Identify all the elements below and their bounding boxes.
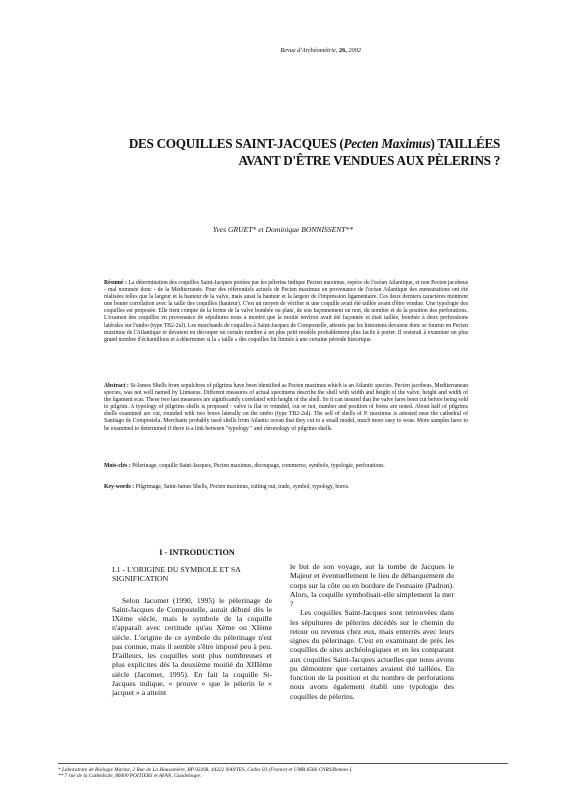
footnote-1: * Laboratoire de Biologie Marine, 2 Rue de La Houssinière, BP 92208, 44322 NANTES, Cedex 03 (France) et UMR 6566 CNRS/Rennes I.: [58, 767, 353, 773]
keywords-label: Key-words :: [104, 484, 135, 490]
abstract-text: St-James Shells from sepulchres of pilgrims have been identified as Pecten maximus which is an Atlantic species. Pecten jacobeus, Mediterranean species, was not well named by Linnaeus. Different measures of actual specimens describe the shell with width and height of the valve, height and width of the ligament scar. These two last measures are significantly correlated with height of the shell. So it can insured that the valve have been cut before being sold to pilgrim. A typology of pilgrims shells is proposed : valve is flat or rounded, cut or not, number and position of bores are noted. About half of pilgrims shells examined are cut, rounded with two bores laterally on the umbo (type TB2-2ul). The sell of shells of P. maximus is attested near the cathedral of Santiago de Compostela. Merchants probably used shells from Atlantic ocean that they cut to a small model, much more easy to wear. More samples have to be examined to determined if there is a link between "typology " and chronology of pilgrims shells.: [104, 383, 469, 432]
footnote-divider: [58, 763, 508, 764]
motscles-label: Mots-clés :: [104, 463, 131, 469]
footnotes: [58, 767, 518, 780]
abstract-label: Abstract :: [104, 383, 129, 389]
journal-header: [280, 47, 361, 54]
motscles-block: [104, 463, 468, 470]
resume-text: La détermination des coquilles Saint-Jacques portées par les pèlerins indique Pecten maximus, espèce de l'océan Atlantique, et non Pecten jacobeus - mal nommée donc - de la Méditerranée. Pour des référentiels actuels de Pecten maximus en provenance de l'océan Atlantique des mensurations ont été réalisées telles que la largeur et la hauteur de la valve, mais aussi la hauteur et la largeur de l'impression ligamentaire. Ces deux derniers caractères montrent une bonne corrélation avec la taille des coquilles (hauteur). C'est un moyen de vérifier si une coquille avait été taillée avant d'être vendue. Une typologie des coquilles est proposée. Elle tient compte de la forme de la valve bombée ou plate, de son façonnement ou non, du nombre et de la position des perforations. L'examen des coquilles en provenance de sépultures nous a montré que la moitié environ avait été façonnée et était taillée, bombée à deux perforations latérales sur l'umbo (type TB2-2ul). Les marchands de coquilles à Saint-Jacques de Compostelle, attestés par les historiens devaient donc se fournir en Pecten maximus de l'Atlantique et devaient en découper un certain nombre à un plus petit modèle probablement plus facile à porter. Il resterait à examiner un plus grand nombre d'échantillons et à déterminer si la « taille » des coquilles fut limitée à une certaine période historique.: [104, 280, 468, 343]
article-title: [60, 135, 500, 169]
subsection-title: I.1 - L'ORIGINE DU SYMBOLE ET SA SIGNIFICATION: [112, 565, 241, 584]
section-title: I - INTRODUCTION: [159, 548, 235, 557]
journal-name: Revue d'Archéométrie,: [280, 47, 338, 54]
right-paragraph-2: Les coquilles Saint-Jacques sont retrouvées dans les sépultures de pèlerins décédés sur le chemin du retour ou revenus chez eux, mais enterrés avec leurs signes du pèlerinage. C'est en examinant de près les coquilles de sites archéologiques et en les comparant aux coquilles Saint-Jacques actuelles que nous avons pu démontrer que certaines avaient été taillées. En fonction de la position et du nombre de perforations nous avons également établi une typologie des coquilles de pèlerins.: [290, 608, 454, 701]
journal-year: 2002: [348, 47, 361, 54]
resume-block: [104, 280, 468, 344]
journal-volume: 26,: [338, 47, 347, 54]
title-line-2: AVANT D'ÊTRE VENDUES AUX PÈLERINS ?: [238, 153, 500, 168]
left-paragraph: Selon Jacomet (1990, 1995) le pèlerinage de Saint-Jacques de Compostelle, aurait débuté dès le IXème siècle, mais le symbole de la coquille n'apparaît avec certitude qu'au Xème ou XIème siècle. L'origine de ce symbole du pèlerinage n'est pas connue, mais il semble s'être imposé peu à peu. D'ailleurs, les coquilles sont plus nombreuses et plus explicites dès la deuxième moitié du XIIIème siècle (Jacomet, 1995). En fait la coquille St-Jacques indique, « prouve » que le pèlerin le « jacquet » a atteint: [112, 595, 272, 698]
left-column: [112, 565, 272, 697]
keywords-block: [104, 484, 468, 491]
right-column: [290, 562, 454, 701]
keywords-text: Pilgrimage, Saint-James Shells, Pecten maximus, cutting out, trade, symbol, typology, bores.: [135, 484, 350, 490]
resume-label: Résumé :: [104, 280, 127, 286]
title-line-1: DES COQUILLES SAINT-JACQUES (Pecten Maximus) TAILLÉES: [128, 136, 500, 151]
right-paragraph-1: le but de son voyage, sur la tombe de Jacques le Majeur et éventuellement le lieu de débarquement du corps sur la côte ou en bordure de l'estuaire (Padron). Alors, la coquille symbolisait-elle simplement la mer ?: [290, 562, 454, 608]
article-authors: Yves GRUET* et Dominique BONNISSENT**: [212, 225, 354, 234]
abstract-block: [104, 383, 468, 433]
motscles-text: Pèlerinage, coquille Saint-Jacques, Pecten maximus, découpage, commerce, symbole, typologie, perforations.: [132, 463, 385, 469]
footnote-2: ** 7 rue de la Cathédrale, 86000 POITIERS et AFAN, Guadeloupe.: [58, 773, 202, 780]
